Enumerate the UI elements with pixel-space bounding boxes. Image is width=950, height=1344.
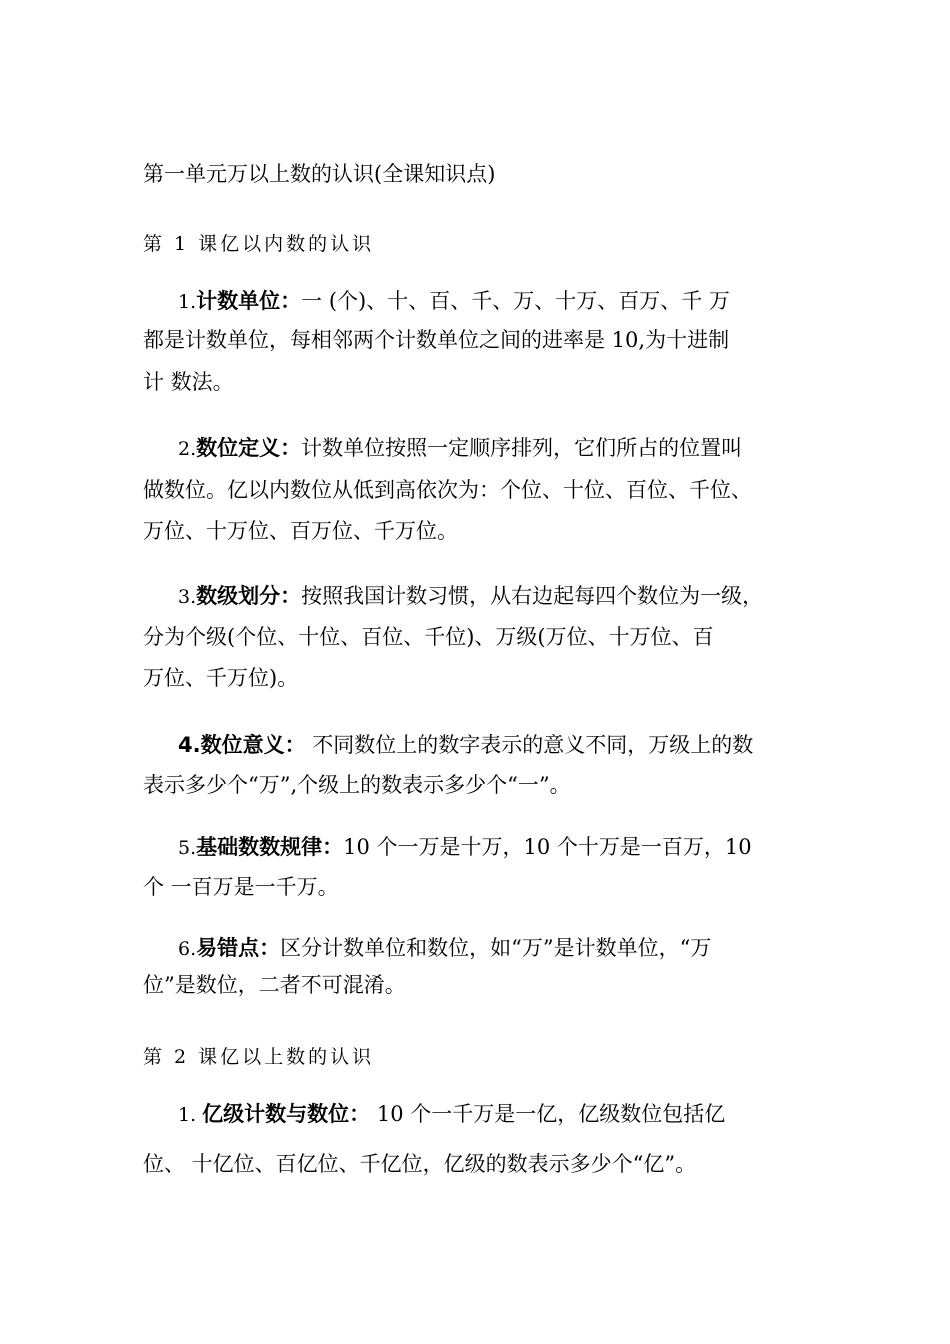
item-number: 4. (178, 733, 201, 757)
item-label: 数位意义： (200, 733, 306, 757)
lesson1-item4-line2: 表示多少个“万”,个级上的数表示多少个“一”。 (143, 773, 571, 797)
item-label: 数级划分： (196, 584, 302, 608)
item-number: 6. (178, 938, 197, 960)
item-text: 不同数位上的数字表示的意义不同，万级上的数 (305, 733, 754, 757)
item-number: 1. (178, 1104, 203, 1126)
lesson1-item3-line1 (178, 582, 763, 611)
item-text: 一 (个)、十、百、千、万、十万、百万、千 万 (301, 289, 730, 313)
lesson1-item2-line1 (178, 434, 742, 463)
item-label: 基础数数规律： (196, 835, 344, 859)
item-label: 亿级计数与数位： (202, 1102, 371, 1126)
lesson2-item1-line2: 位、 十亿位、百亿位、千亿位，亿级的数表示多少个“亿”。 (143, 1152, 697, 1176)
item-label: 数位定义： (196, 436, 302, 460)
item-text: 10 个一万是十万，10 个十万是一百万，10 (343, 835, 752, 859)
item-label: 计数单位： (196, 289, 302, 313)
lesson1-item3-line3: 万位、千万位)。 (143, 666, 299, 690)
lesson1-item1-line2: 都是计数单位，每相邻两个计数单位之间的进率是 10,为十进制 (143, 328, 730, 352)
document-title: 第一单元万以上数的认识(全课知识点) (143, 162, 496, 186)
item-number: 5. (178, 837, 197, 859)
item-number: 3. (178, 586, 197, 608)
lesson1-item6-line1 (178, 934, 711, 963)
lesson1-item1-line3: 计 数法。 (143, 370, 234, 394)
lesson2-item1-line1 (178, 1100, 725, 1129)
lesson1-item2-line2: 做数位。亿以内数位从低到高依次为：个位、十位、百位、千位、 (143, 478, 752, 502)
lesson1-item1-line1 (178, 287, 730, 316)
lesson-2-heading: 第 2 课亿以上数的认识 (143, 1046, 375, 1068)
item-text: 10 个一千万是一亿，亿级数位包括亿 (370, 1102, 726, 1126)
item-text: 按照我国计数习惯，从右边起每四个数位为一级， (301, 584, 764, 608)
lesson1-item2-line3: 万位、十万位、百万位、千万位。 (143, 519, 458, 543)
lesson1-item6-line2: 位”是数位，二者不可混淆。 (143, 973, 406, 997)
lesson1-item3-line2: 分为个级(个位、十位、百位、千位)、万级(万位、十万位、百 (143, 625, 714, 649)
item-label: 易错点： (196, 936, 281, 960)
lesson1-item4-line1 (178, 731, 753, 759)
item-text: 区分计数单位和数位，如“万”是计数单位，“万 (280, 936, 712, 960)
lesson1-item5-line1 (178, 833, 752, 862)
item-text: 计数单位按照一定顺序排列，它们所占的位置叫 (301, 436, 743, 460)
item-number: 1. (178, 291, 197, 313)
lesson-1-heading: 第 1 课亿以内数的认识 (143, 233, 375, 255)
item-number: 2. (178, 438, 197, 460)
lesson1-item5-line2: 个 一百万是一千万。 (143, 875, 339, 899)
